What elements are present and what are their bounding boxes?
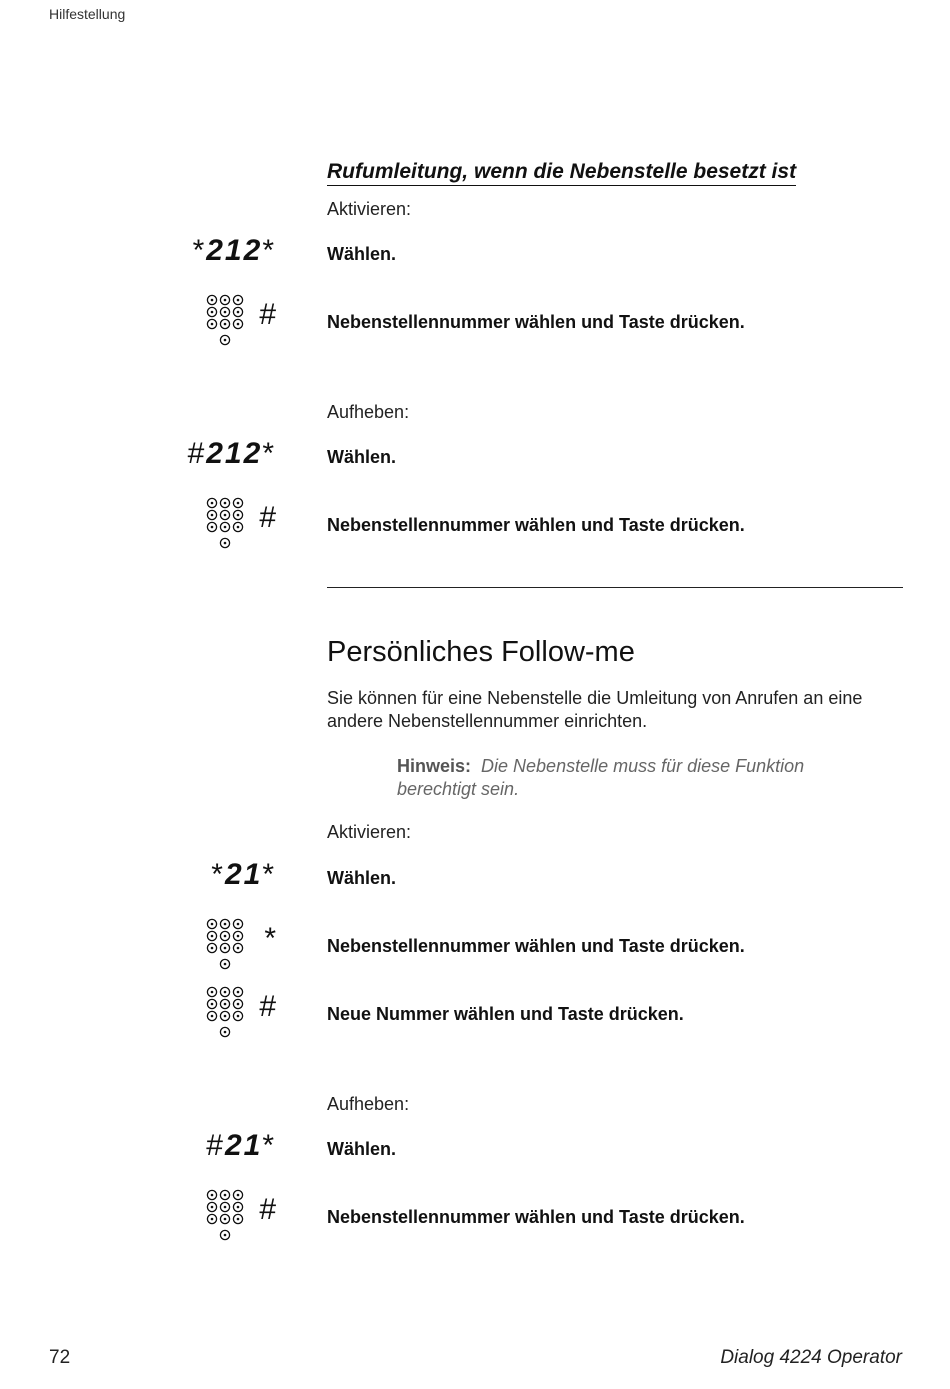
hash-icon: # — [259, 1193, 276, 1226]
footer-product-title: Dialog 4224 Operator — [720, 1347, 902, 1368]
activate-follow-code — [211, 858, 276, 892]
code-digits: 212 — [206, 437, 263, 470]
instruction-dial-ext: Nebenstellennummer wählen und Taste drücken. — [327, 1207, 745, 1227]
keypad-icon — [206, 918, 246, 970]
section-divider — [327, 587, 903, 588]
keypad-icon — [206, 1189, 246, 1241]
section-title: Persönliches Follow-me — [327, 636, 635, 668]
star-icon: * — [262, 1129, 276, 1162]
deactivate-follow-code — [206, 1129, 276, 1163]
hash-icon: # — [187, 437, 207, 470]
keypad-icon — [206, 497, 246, 549]
deactivate-busy-code — [188, 437, 276, 471]
subsection-heading: Rufumleitung, wenn die Nebenstelle besetzt ist — [327, 160, 796, 186]
keypad-star-step — [196, 918, 276, 970]
code-digits: 212 — [206, 234, 263, 267]
hash-icon: # — [259, 990, 276, 1023]
code-digits: 21 — [224, 1129, 263, 1162]
keypad-hash-step — [196, 497, 276, 549]
deactivate-label: Aufheben: — [327, 1094, 410, 1114]
note — [397, 755, 867, 801]
instruction-dial-ext: Nebenstellennummer wählen und Taste drücken. — [327, 515, 745, 535]
instruction-dial: Wählen. — [327, 447, 397, 467]
note-text: Die Nebenstelle muss für diese Funktion berechtigt sein. — [397, 756, 805, 799]
star-icon: * — [262, 234, 276, 267]
keypad-icon — [206, 986, 246, 1038]
star-icon: * — [262, 858, 276, 891]
section-description: Sie können für eine Nebenstelle die Umleitung von Anrufen an eine andere Nebenstellennummer einrichten. — [327, 688, 863, 731]
page-number: 72 — [49, 1347, 71, 1368]
header-section-label: Hilfestellung — [49, 6, 126, 22]
deactivate-label: Aufheben: — [327, 402, 410, 422]
instruction-dial: Wählen. — [327, 1139, 397, 1159]
star-icon: * — [192, 234, 207, 267]
star-icon: * — [262, 437, 276, 470]
star-icon: * — [264, 922, 276, 955]
keypad-hash-step — [196, 294, 276, 346]
instruction-dial: Wählen. — [327, 244, 397, 264]
activate-label: Aktivieren: — [327, 199, 412, 219]
activate-label: Aktivieren: — [327, 822, 412, 842]
hash-icon: # — [259, 501, 276, 534]
keypad-hash-step — [196, 986, 276, 1038]
hash-icon: # — [206, 1129, 225, 1162]
star-icon: * — [211, 858, 225, 891]
keypad-icon — [206, 294, 246, 346]
instruction-dial-ext: Nebenstellennummer wählen und Taste drücken. — [327, 312, 745, 332]
instruction-dial-ext: Nebenstellennummer wählen und Taste drücken. — [327, 936, 745, 956]
instruction-dial: Wählen. — [327, 868, 397, 888]
hash-icon: # — [259, 298, 276, 331]
activate-busy-code — [193, 234, 276, 268]
instruction-dial-new: Neue Nummer wählen und Taste drücken. — [327, 1004, 684, 1024]
keypad-hash-step — [196, 1189, 276, 1241]
code-digits: 21 — [224, 858, 263, 891]
note-label: Hinweis: — [397, 756, 472, 776]
